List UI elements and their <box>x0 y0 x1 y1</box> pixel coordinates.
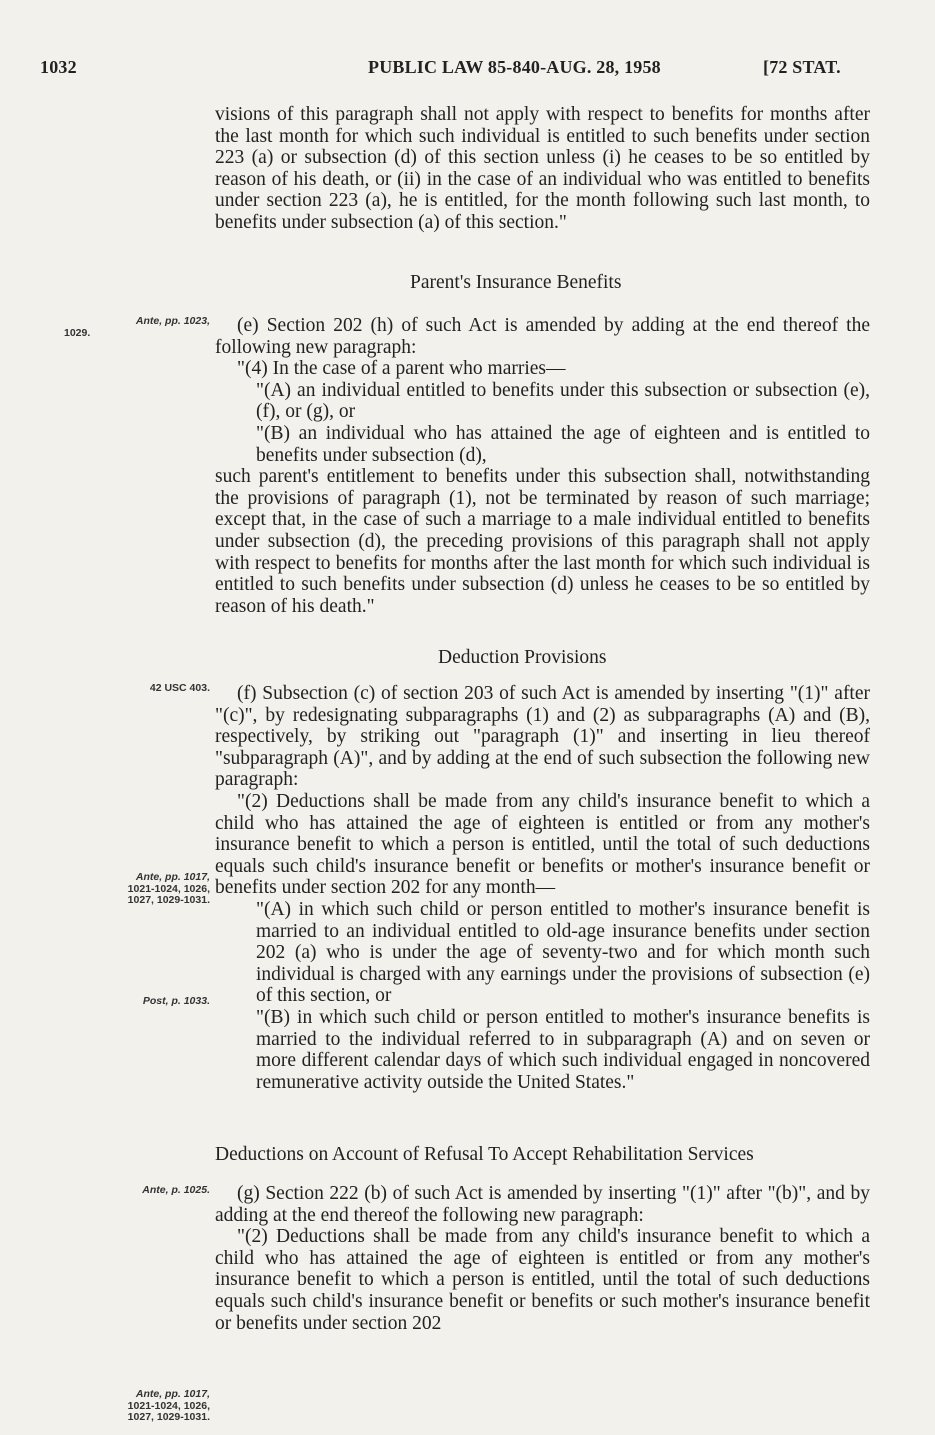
margin-note-line: Ante, p. 1025. <box>142 1184 210 1196</box>
section-f-body <box>215 683 870 1093</box>
margin-note-line: 1029. <box>64 326 91 339</box>
statute-volume: [72 STAT. <box>763 57 841 77</box>
item-a: "(A) in which such child or person entitled to mother's insurance benefit is married to an individual entitled to old-age insurance benefits under section 202 (a) who is under the age of seventy-two and for which month such individual is charged with any earnings under the provisions of subsection (e) of this section, or <box>256 898 870 1007</box>
running-title: PUBLIC LAW 85-840-AUG. 28, 1958 <box>368 57 661 77</box>
margin-note-line: 1021-1024, 1026, <box>127 1399 210 1412</box>
margin-note-usc <box>60 683 210 695</box>
margin-note-line: Ante, pp. 1023, <box>135 315 210 327</box>
section-g-body <box>215 1183 870 1334</box>
section-heading-refusal: Deductions on Account of Refusal To Accept Rehabilitation Services <box>215 1144 754 1165</box>
margin-note-line: Post, p. 1033. <box>142 995 210 1007</box>
section-heading-deduction: Deduction Provisions <box>438 647 607 668</box>
margin-note-line: Ante, pp. 1017, <box>135 1388 210 1400</box>
page-number: 1032 <box>40 57 77 77</box>
margin-note-ante-1017-b <box>60 1389 210 1424</box>
continued-paragraph <box>215 104 870 234</box>
paragraph-4: "(4) In the case of a parent who marries— <box>237 358 566 380</box>
margin-note-ante-1017 <box>60 872 210 907</box>
margin-note-line: Ante, pp. 1017, <box>135 871 210 883</box>
margin-note-post-1033 <box>60 996 210 1008</box>
margin-note-line: 1027, 1029-1031. <box>127 1411 210 1423</box>
paragraph-2: "(2) Deductions shall be made from any child's insurance benefit to which a child who has attained the age of eighteen is entitled or from any mother's insurance benefit to which a person is entitled, until the total of such deductions equals such child's insurance benefit or benefits or mother's insurance benefit or benefits under section 202 for any month— <box>215 790 870 899</box>
item-a: "(A) an individual entitled to benefits under this subsection or subsection (e), (f), or (g), or <box>256 379 870 423</box>
item-b: "(B) in which such child or person entitled to mother's insurance benefits is married to the individual referred to in subparagraph (A) and on seven or more different calendar days of which such individual engaged in noncovered remunerative activity outside the United States." <box>256 1006 870 1093</box>
closing-paragraph: such parent's entitlement to benefits under this subsection shall, notwithstanding the provisions of paragraph (1), not be terminated by reason of such marriage; except that, in the case of such a marriage to a male individual entitled to benefits under subsection (d), the preceding provisions of this paragraph shall not apply with respect to benefits for months after the last month for which such individual is entitled to such benefits under subsection (d) unless he ceases to be so entitled by reason of his death." <box>215 466 870 617</box>
section-g-intro: (g) Section 222 (b) of such Act is amended by inserting "(1)" after "(b)", and by adding at the end thereof the following new paragraph: <box>215 1183 870 1226</box>
margin-note-ante-1023 <box>60 316 210 339</box>
margin-note-ante-1025 <box>60 1185 210 1197</box>
section-f-intro: (f) Subsection (c) of section 203 of such Act is amended by inserting "(1)" after "(c)", by redesignating subparagraphs (1) and (2) as subparagraphs (A) and (B), respectively, by striking out "paragraph (1)" and inserting in lieu thereof "subparagraph (A)", and by adding at the end of such subsection the following new paragraph: <box>215 683 870 791</box>
paragraph-text: visions of this paragraph shall not apply with respect to benefits for months after the last month for which such individual is entitled to such benefits under section 223 (a) or subsection (d) of this section unless (i) he ceases to be so entitled by reason of his death, or (ii) in the case of an individual who was entitled to benefits under section 223 (a), he is entitled, for the month following such last month, to benefits under subsection (a) of this section." <box>215 104 870 233</box>
section-e-intro: (e) Section 202 (h) of such Act is amended by adding at the end thereof the following new paragraph: <box>215 315 870 358</box>
margin-note-line: 42 USC 403. <box>149 682 210 694</box>
paragraph-2: "(2) Deductions shall be made from any child's insurance benefit to which a child who has attained the age of eighteen is entitled or from any mother's insurance benefit to which a person is entitled, until the total of such deductions equals such child's insurance benefit or benefits or such mother's insurance benefit or benefits under section 202 <box>215 1226 870 1334</box>
item-b: "(B) an individual who has attained the age of eighteen and is entitled to benefits under subsection (d), <box>256 422 870 466</box>
margin-note-line: 1021-1024, 1026, <box>127 882 210 895</box>
margin-note-line: 1027, 1029-1031. <box>127 894 210 906</box>
section-e-body <box>215 315 870 617</box>
section-heading-parents: Parent's Insurance Benefits <box>410 272 622 293</box>
